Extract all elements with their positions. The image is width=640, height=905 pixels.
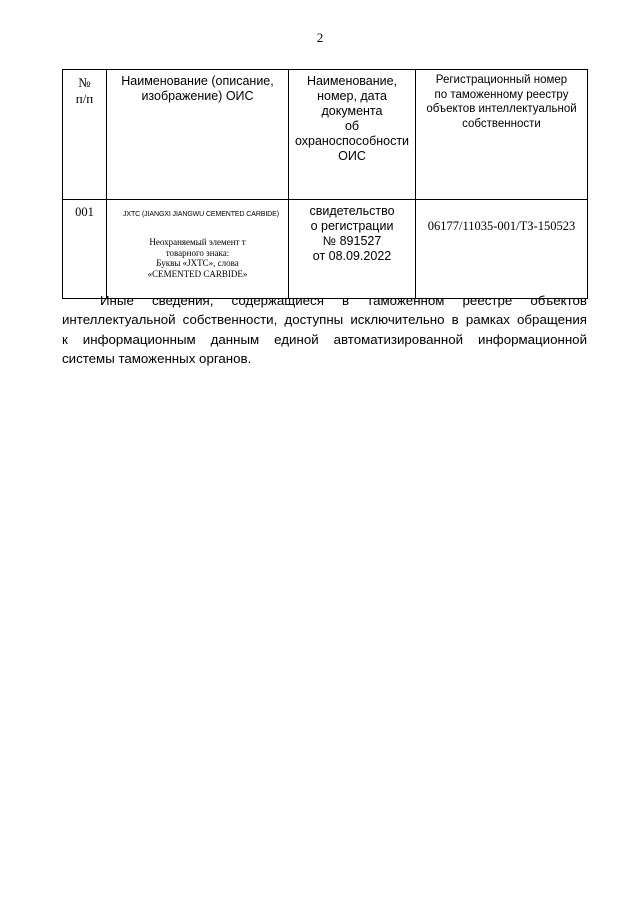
header-name-line: изображение) ОИС: [141, 89, 254, 103]
header-name: [107, 70, 289, 200]
info-paragraph: [62, 291, 587, 368]
row-document: [289, 200, 416, 299]
paragraph-line: интеллектуальной собственности, доступны исключительно в рамках обращения: [62, 312, 587, 328]
trademark-description-line: «CEMENTED CARBIDE»: [147, 268, 248, 279]
row-registration-number: 06177/11035-001/ТЗ-150523: [416, 200, 588, 299]
header-document-line: охраноспособности: [294, 134, 410, 148]
header-document-line: номер, дата: [317, 89, 387, 103]
trademark-description-line: Неохраняемый элемент т: [149, 237, 246, 247]
document-line: свидетельство: [309, 204, 395, 218]
header-registration: [416, 70, 588, 200]
header-number: [63, 70, 107, 200]
table-row: [63, 200, 588, 299]
header-registration-line: по таможенному реестру: [434, 88, 569, 101]
header-number-line: п/п: [75, 91, 94, 106]
header-document-line: Наименование,: [306, 74, 398, 88]
trademark-description: [107, 237, 288, 279]
header-document-line: ОИС: [338, 149, 366, 163]
header-document-line: документа: [321, 104, 383, 118]
paragraph-line: к информационным данным единой автоматизированной информационной: [62, 331, 587, 347]
document-line: от 08.09.2022: [312, 249, 392, 263]
paragraph-line: системы таможенных органов.: [62, 350, 252, 366]
header-document-line: об: [344, 119, 360, 133]
document-line: о регистрации: [310, 219, 394, 233]
header-registration-line: объектов интеллектуальной: [426, 103, 577, 115]
paragraph-line: Иные сведения, содержащиеся в таможенном реестре объектов: [100, 293, 587, 308]
trademark-description-line: товарного знака:: [165, 247, 230, 258]
header-number-line: №: [78, 75, 91, 90]
trademark-text: JXTC (JIANGXI JIANGWU CEMENTED CARBIDE): [123, 211, 279, 218]
header-name-line: Наименование (описание,: [121, 74, 274, 88]
header-document: [289, 70, 416, 200]
header-registration-line: Регистрационный номер: [435, 74, 568, 86]
ois-table: [62, 69, 588, 299]
document-line: № 891527: [322, 234, 382, 248]
header-registration-line: собственности: [462, 117, 541, 130]
trademark-description-line: Буквы «JXTC», слова: [156, 258, 239, 268]
page-number: 2: [316, 30, 324, 45]
table-header-row: [63, 70, 588, 200]
row-trademark: [107, 200, 289, 299]
row-number: 001: [63, 200, 107, 299]
